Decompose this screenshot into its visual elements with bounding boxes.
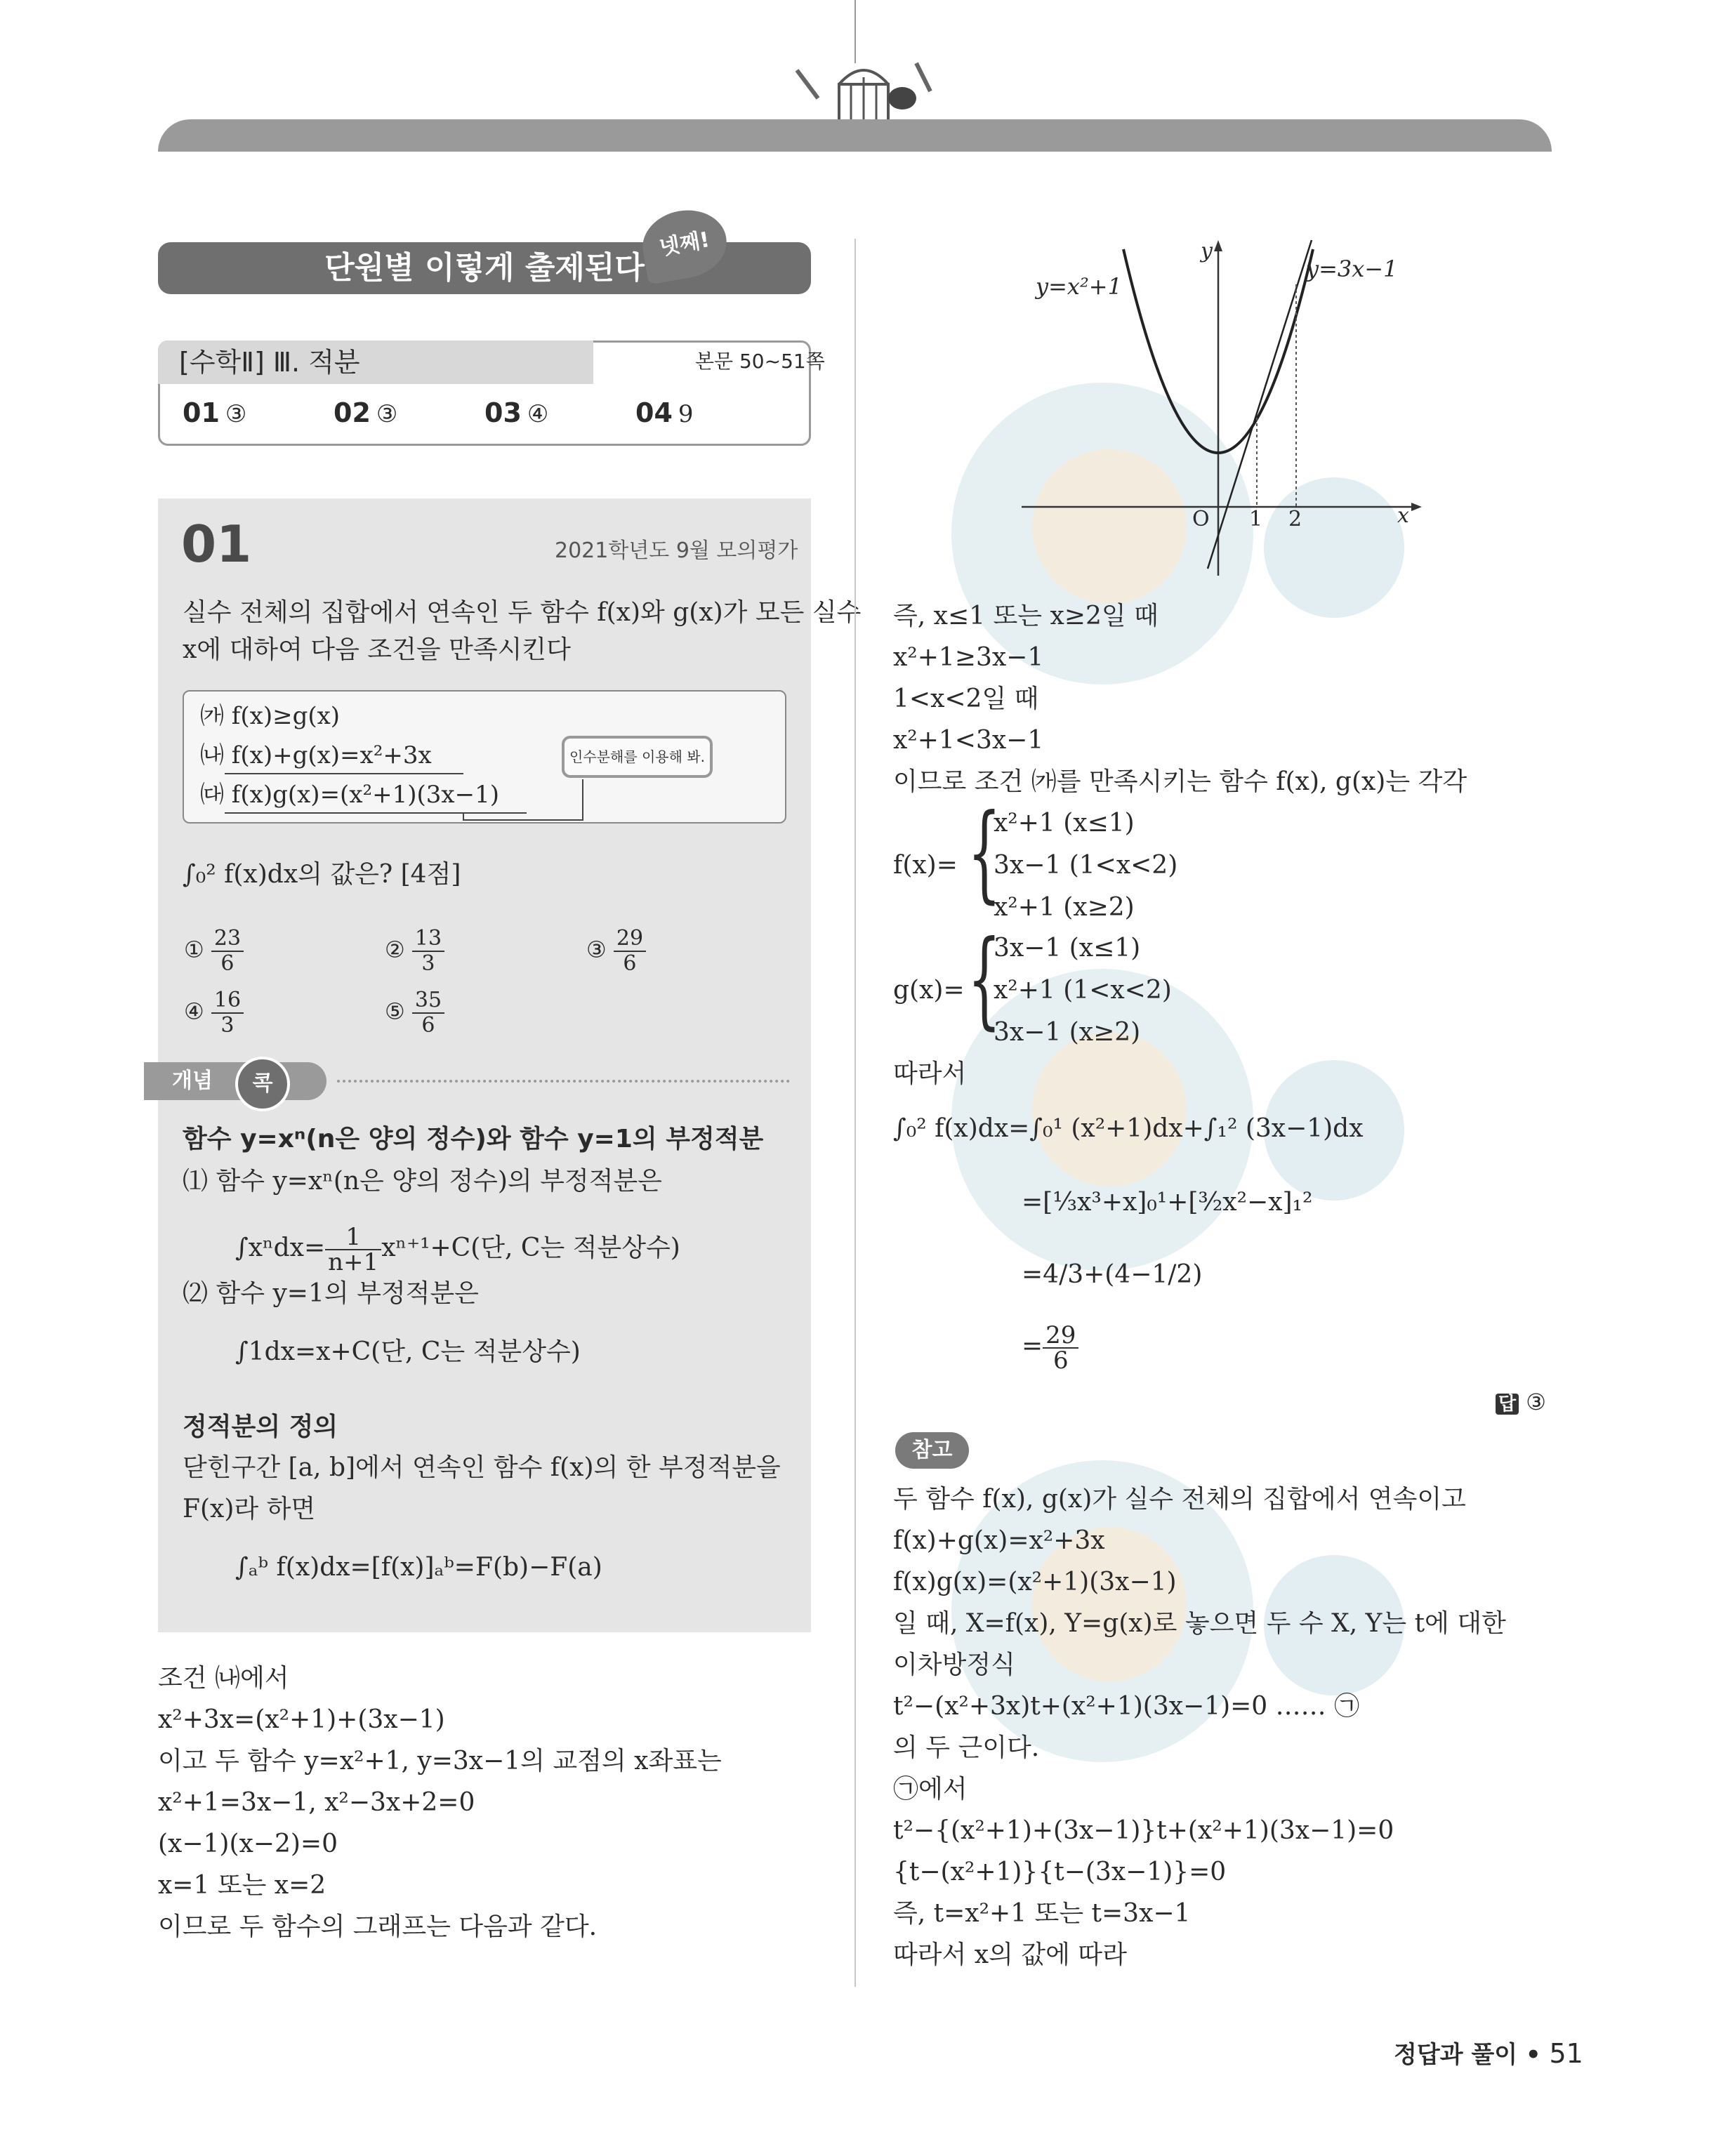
concept-divider (337, 1080, 790, 1083)
watermark-circle (1032, 1032, 1187, 1186)
concept-definition: F(x)라 하면 (183, 1495, 316, 1523)
choice-5[interactable]: ⑤ $\frac{35}{6}$ (385, 988, 444, 1038)
page-number: 51 (1549, 2038, 1583, 2069)
note-line: 이차방정식 (893, 1651, 1015, 1679)
concept-circle: 콕 (235, 1057, 290, 1111)
top-banner (158, 119, 1552, 152)
condition-item: ㈐ f(x)g(x)=(x²+1)(3x−1) (200, 781, 499, 809)
answer-summary-label: [수학Ⅱ] Ⅲ. 적분 (179, 347, 360, 378)
concept-definition: 닫힌구간 [a, b]에서 연속인 함수 f(x)의 한 부정적분을 (183, 1453, 781, 1482)
section-title: 단원별 이렇게 출제된다 (158, 242, 811, 294)
concept-item: ⑴ 함수 y=xⁿ(n은 양의 정수)의 부정적분은 (183, 1167, 662, 1196)
case-line: x²+1 (1<x<2) (994, 976, 1172, 1005)
note-line: 의 두 근이다. (893, 1733, 1040, 1762)
section-badge: 넷째! (638, 204, 732, 284)
concept-tag: 개념 (144, 1062, 326, 1100)
solution-line: x=1 또는 x=2 (158, 1871, 326, 1900)
g-label: g(x)= (893, 976, 965, 1005)
f-label: f(x)= (893, 851, 958, 880)
case-line: 3x−1 (x≥2) (994, 1018, 1141, 1047)
solution-line: x²+1≥3x−1 (893, 643, 1044, 672)
concept-formula: ∫1dx=x+C(단, C는 적분상수) (235, 1337, 581, 1366)
solution-line: x²+1=3x−1, x²−3x+2=0 (158, 1788, 475, 1817)
problem-question: ∫₀² f(x)dx의 값은? [4점] (183, 860, 461, 889)
origin-label: O (1192, 507, 1210, 531)
calc-line: = $\frac{29}{6}$ (1022, 1323, 1078, 1373)
note-tag: 참고 (895, 1432, 969, 1469)
note-line: t²−(x²+3x)t+(x²+1)(3x−1)=0 …… ㉠ (893, 1692, 1360, 1721)
answer-item: 02 ③ (334, 397, 398, 428)
tick-label: 1 (1249, 507, 1263, 531)
problem-stem: x에 대하여 다음 조건을 만족시킨다 (183, 635, 571, 664)
page-footer: 정답과 풀이 • 51 (1394, 2038, 1583, 2069)
choice-1[interactable]: ① $\frac{23}{6}$ (184, 927, 244, 976)
answer-mark: 답 ③ (1496, 1387, 1546, 1420)
solution-line: 이므로 두 함수의 그래프는 다음과 같다. (158, 1912, 598, 1941)
note-line: {t−(x²+1)}{t−(3x−1)}=0 (893, 1858, 1227, 1886)
choice-2[interactable]: ② $\frac{13}{3}$ (385, 927, 444, 976)
case-line: x²+1 (x≤1) (994, 809, 1135, 838)
top-divider (854, 0, 856, 63)
note-line: f(x)g(x)=(x²+1)(3x−1) (893, 1568, 1177, 1596)
solution-line: (x−1)(x−2)=0 (158, 1830, 338, 1858)
solution-line: 이므로 조건 ㈎를 만족시키는 함수 f(x), g(x)는 각각 (893, 767, 1467, 796)
note-line: t²−{(x²+1)+(3x−1)}t+(x²+1)(3x−1)=0 (893, 1816, 1394, 1845)
problem-stem: 실수 전체의 집합에서 연속인 두 함수 f(x)와 g(x)가 모든 실수 (183, 598, 862, 627)
x-axis-label: x (1397, 503, 1409, 528)
choice-4[interactable]: ④ $\frac{16}{3}$ (184, 988, 244, 1038)
brace: { (968, 918, 1001, 1040)
note-line: f(x)+g(x)=x²+3x (893, 1526, 1105, 1555)
answer-item: 01 ③ (183, 397, 247, 428)
problem-source: 2021학년도 9월 모의평가 (555, 538, 798, 563)
case-line: 3x−1 (1<x<2) (994, 851, 1178, 880)
concept-heading: 정적분의 정의 (183, 1413, 338, 1441)
note-line: 일 때, X=f(x), Y=g(x)로 놓으면 두 수 X, Y는 t에 대한 (893, 1609, 1506, 1638)
solution-line: x²+3x=(x²+1)+(3x−1) (158, 1705, 445, 1734)
choice-3[interactable]: ③ $\frac{29}{6}$ (586, 927, 646, 976)
brace: { (968, 792, 1001, 914)
line-label: y=3x−1 (1306, 256, 1398, 282)
parabola-label: y=x²+1 (1036, 273, 1122, 300)
note-line: ㉠에서 (893, 1775, 968, 1804)
case-line: 3x−1 (x≤1) (994, 934, 1141, 963)
hint-connector (225, 758, 590, 821)
note-line: 따라서 x의 값에 따라 (893, 1940, 1127, 1969)
solution-line: x²+1<3x−1 (893, 726, 1044, 755)
solution-line: 이고 두 함수 y=x²+1, y=3x−1의 교점의 x좌표는 (158, 1747, 722, 1775)
calc-line: ∫₀² f(x)dx=∫₀¹ (x²+1)dx+∫₁² (3x−1)dx (893, 1114, 1364, 1143)
note-line: 두 함수 f(x), g(x)가 실수 전체의 집합에서 연속이고 (893, 1485, 1466, 1514)
answer-item: 04 9 (635, 397, 694, 428)
note-line: 즉, t=x²+1 또는 t=3x−1 (893, 1899, 1191, 1928)
concept-heading: 함수 y=xⁿ(n은 양의 정수)와 함수 y=1의 부정적분 (183, 1125, 764, 1153)
calc-line: =[⅓x³+x]₀¹+[³⁄₂x²−x]₁² (1022, 1188, 1313, 1217)
solution-line: 조건 ㈏에서 (158, 1664, 289, 1693)
solution-line: 1<x<2일 때 (893, 685, 1039, 713)
answer-item: 03 ④ (484, 397, 549, 428)
answer-summary-page-ref: 본문 50~51쪽 (695, 350, 825, 373)
problem-number: 01 (181, 515, 252, 574)
case-line: x²+1 (x≥2) (994, 893, 1135, 922)
solution-line: 즉, x≤1 또는 x≥2일 때 (893, 602, 1159, 630)
calc-line: =4/3+(4−1/2) (1022, 1260, 1203, 1289)
concept-formula: ∫ₐᵇ f(x)dx=[f(x)]ₐᵇ=F(b)−F(a) (235, 1553, 602, 1582)
solution-line: 따라서 (893, 1059, 967, 1088)
condition-item: ㈎ f(x)≥g(x) (200, 702, 341, 730)
hint-box: 인수분해를 이용해 봐. (562, 736, 713, 778)
column-divider (854, 239, 856, 1987)
concept-formula: ∫xⁿdx= $\frac{1}{n+1}$ xⁿ⁺¹+C(단, C는 적분상수) (235, 1223, 680, 1276)
concept-item: ⑵ 함수 y=1의 부정적분은 (183, 1279, 479, 1308)
tick-label: 2 (1288, 507, 1302, 531)
condition-item: ㈏ f(x)+g(x)=x²+3x (200, 741, 432, 769)
y-axis-label: y (1201, 239, 1213, 263)
